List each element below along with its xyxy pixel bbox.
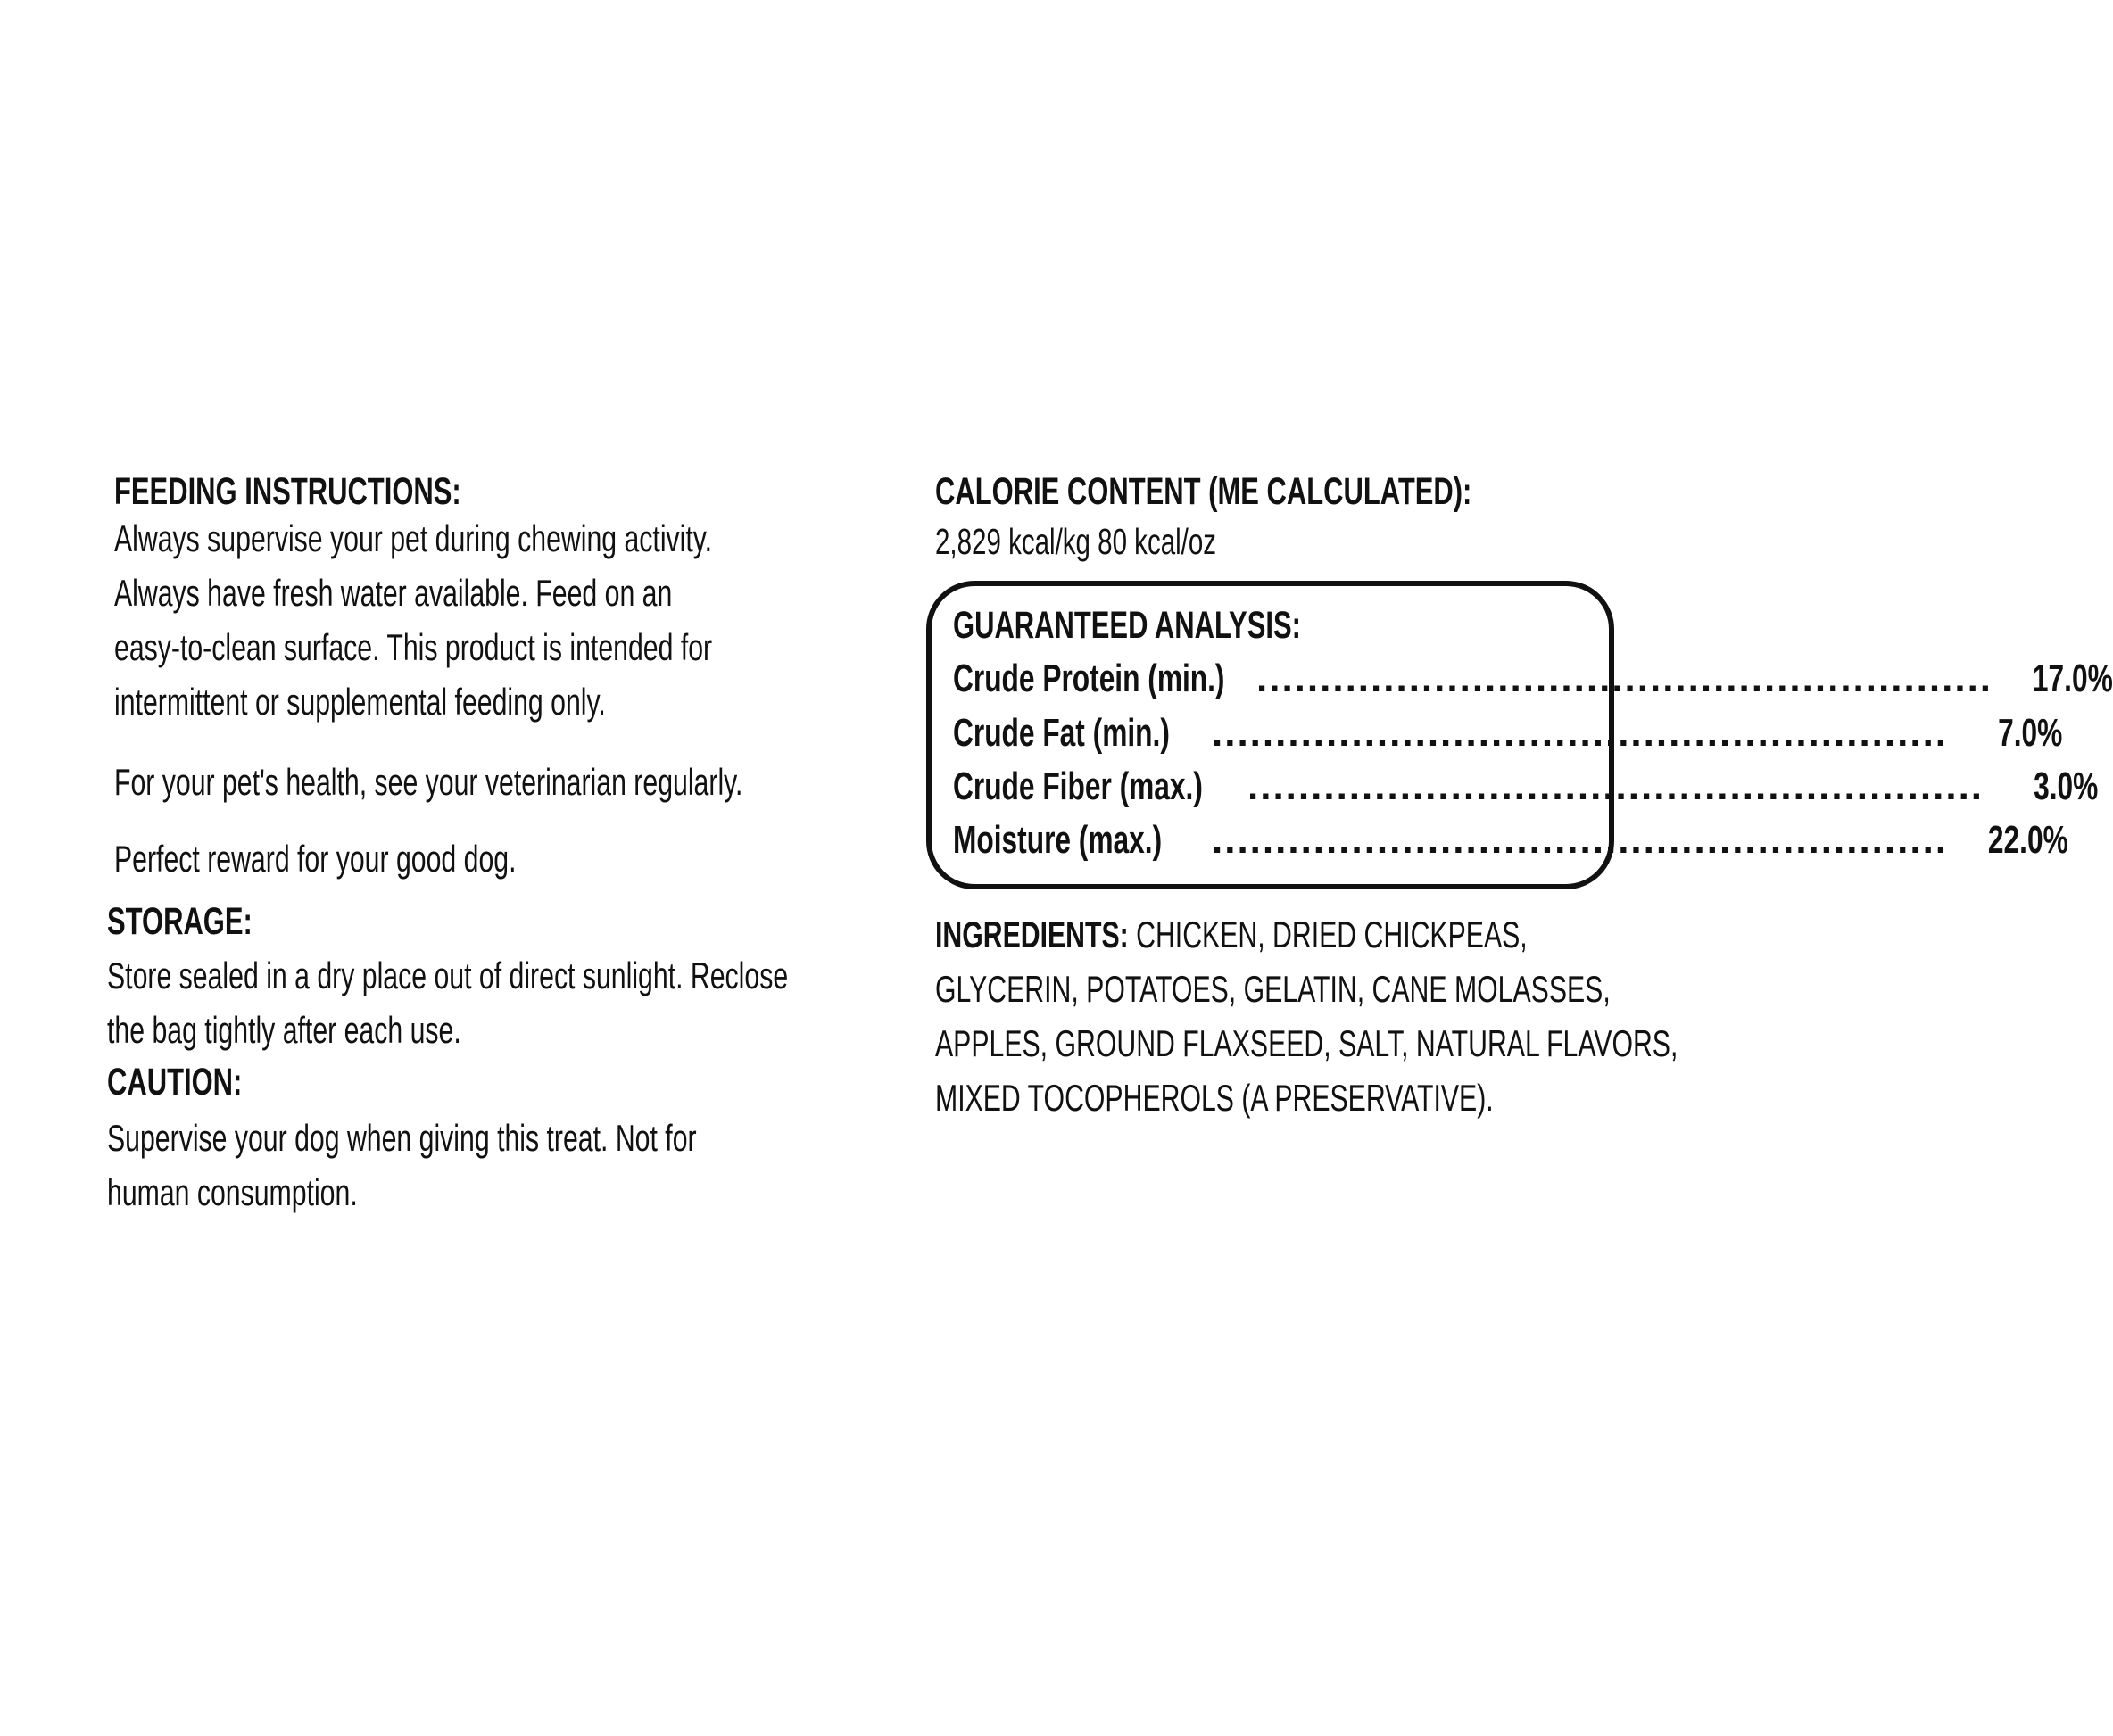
analysis-row-crude-protein [953,654,2113,704]
feeding-instructions-heading: FEEDING INSTRUCTIONS: [114,470,461,513]
feeding-line: Always have fresh water available. Feed on an [114,572,673,614]
calorie-content-heading: CALORIE CONTENT (ME CALCULATED): [935,470,1472,513]
feeding-line: Always supervise your pet during chewing activity. [114,517,713,559]
caution-heading: CAUTION: [107,1061,243,1104]
guaranteed-analysis-heading: GUARANTEED ANALYSIS: [953,604,1301,647]
caution-text [107,1111,697,1219]
ingredients-line [935,907,1678,962]
analysis-row-name: Crude Fat (min.) [953,711,1170,755]
caution-line: Supervise your dog when giving this treat. Not for [107,1117,697,1159]
analysis-row-name: Moisture (max.) [953,818,1163,862]
analysis-row-moisture [953,815,2068,865]
health-note: For your pet's health, see your veterinarian regularly. [114,761,743,803]
storage-line: the bag tightly after each use. [107,1009,461,1051]
dot-leader: .......................................................... [1212,818,1949,862]
dot-leader: .......................................................... [1247,765,1985,808]
feeding-line: easy-to-clean surface. This product is intended for [114,626,713,668]
analysis-row-name: Crude Protein (min.) [953,657,1225,700]
analysis-row-value: 17.0% [2032,657,2113,700]
caution-line: human consumption. [107,1171,358,1213]
analysis-row-crude-fat [953,708,2063,758]
analysis-row-name: Crude Fiber (max.) [953,765,1203,808]
analysis-row-value: 3.0% [2033,765,2099,808]
storage-text [107,948,788,1057]
storage-line: Store sealed in a dry place out of direct sunlight. Reclose [107,955,789,996]
feeding-line: intermittent or supplemental feeding only. [114,681,606,723]
ingredients-heading: INGREDIENTS: [935,913,1129,955]
dot-leader: .......................................................... [1256,657,1993,700]
ingredients-line: GLYCERIN, POTATOES, GELATIN, CANE MOLASSES, [935,968,1611,1010]
analysis-row-value: 7.0% [1997,711,2063,755]
feeding-instructions-text [114,511,712,729]
ingredients-text: CHICKEN, DRIED CHICKPEAS, [1128,913,1528,955]
storage-heading: STORAGE: [107,900,253,943]
analysis-row-value: 22.0% [1987,818,2068,862]
calorie-content-value: 2,829 kcal/kg 80 kcal/oz [935,521,1217,562]
analysis-row-crude-fiber [953,762,2099,812]
ingredients-block [935,907,1678,1125]
dot-leader: .......................................................... [1212,711,1949,755]
ingredients-line: APPLES, GROUND FLAXSEED, SALT, NATURAL FLAVORS, [935,1022,1678,1064]
ingredients-line: MIXED TOCOPHEROLS (A PRESERVATIVE). [935,1077,1494,1119]
reward-note: Perfect reward for your good dog. [114,838,517,880]
